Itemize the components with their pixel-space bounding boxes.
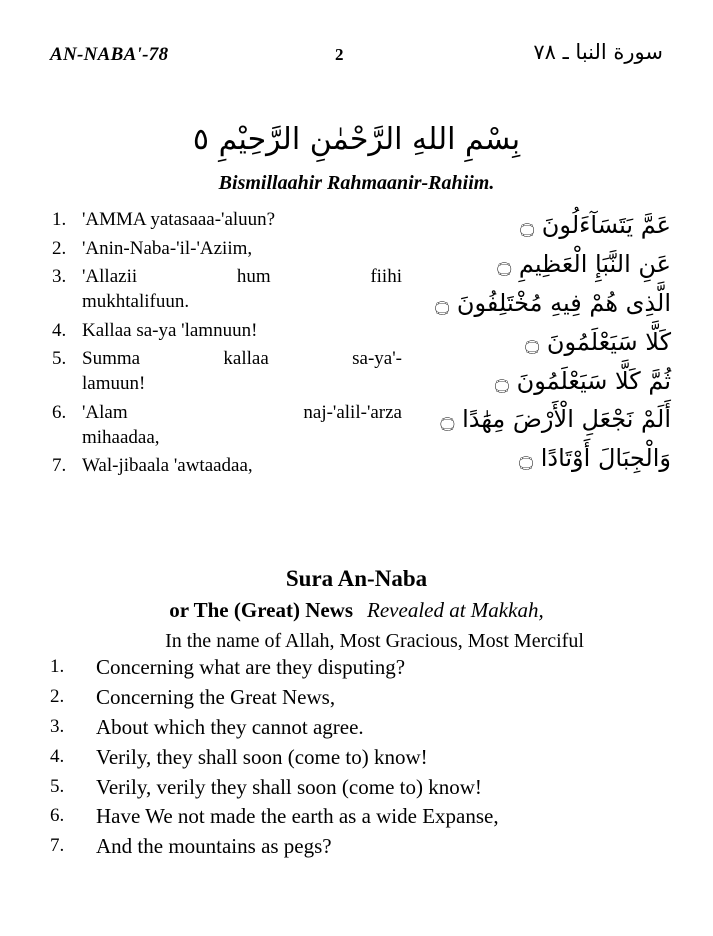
sura-subtitle-name: or The (Great) News [169, 598, 354, 622]
arabic-ayah: أَلَمْ نَجْعَلِ الْأَرْضَ مِهَٰدًا ۝ [440, 405, 671, 434]
transliteration-number: 7. [52, 455, 67, 477]
transliteration-text: Wal-jibaala 'awtaadaa, [82, 455, 253, 477]
translation-text: And the mountains as pegs? [96, 834, 332, 859]
sura-title: Sura An-Naba [285, 566, 428, 591]
translation-item [50, 684, 670, 711]
translation-text: Have We not made the earth as a wide Expanse, [96, 804, 499, 829]
translation-item [50, 744, 670, 771]
arabic-ayah: عَمَّ يَتَسَآءَلُونَ ۝ [520, 211, 671, 239]
transliteration-line: mihaadaa, [82, 426, 160, 448]
sura-subtitle [0, 598, 713, 623]
transliteration-number: 5. [52, 348, 67, 370]
translation-item [50, 803, 670, 830]
transliteration-item [52, 347, 402, 396]
transliteration-line: 'Alam naj-'alil-'arza [82, 401, 402, 423]
transliteration-text: Kallaa sa-ya 'lamnuun! [82, 319, 258, 341]
translation-number: 6. [50, 805, 65, 827]
arabic-ayat-column [421, 206, 671, 478]
arabic-ayah: ثُمَّ كَلَّا سَيَعْلَمُونَ ۝ [494, 366, 671, 395]
arabic-ayah: وَالْجِبَالَ أَوْتَادًا ۝ [519, 444, 671, 473]
translation-list [50, 654, 670, 863]
transliteration-line: 'Allazii hum fiihi [82, 266, 402, 288]
translation-item [50, 774, 670, 801]
transliteration-line: Summa kallaa sa-ya'- [82, 348, 402, 370]
transliteration-item [52, 401, 402, 450]
translation-number: 7. [50, 835, 65, 857]
transliteration-text: 'Anin-Naba-'il-'Aziim, [82, 237, 253, 259]
arabic-ayah: كَلَّا سَيَعْلَمُونَ ۝ [525, 327, 671, 356]
invocation-text: In the name of Allah, Most Gracious, Most Merciful [165, 630, 584, 652]
transliteration-number: 4. [52, 319, 67, 341]
translation-number: 4. [50, 745, 65, 767]
transliteration-text [82, 401, 402, 450]
bismillah-arabic: بِسْمِ اللهِ الرَّحْمٰنِ الرَّحِيْمِ ٥ [192, 122, 521, 157]
transliteration-line: lamuun! [82, 373, 146, 395]
page-header [50, 40, 663, 72]
sura-revelation-place: Revealed at Makkah, [367, 598, 544, 622]
transliteration-item [52, 319, 402, 344]
header-sura-name: AN-NABA'-78 [50, 44, 169, 65]
transliteration-text [82, 265, 402, 314]
transliteration-item [52, 237, 402, 262]
transliteration-item [52, 265, 402, 314]
transliteration-number: 6. [52, 401, 67, 423]
transliteration-item [52, 208, 402, 233]
bismillah-transliteration: Bismillaahir Rahmaanir-Rahiim. [218, 172, 495, 194]
translation-text: Concerning what are they disputing? [96, 655, 406, 679]
arabic-ayah: الَّذِى هُمْ فِيهِ مُخْتَلِفُونَ ۝ [435, 288, 671, 317]
translation-text: Verily, they shall soon (come to) know! [96, 744, 428, 769]
translation-number: 3. [50, 715, 65, 737]
translation-text: About which they cannot agree. [96, 714, 364, 739]
translation-item [50, 833, 670, 860]
transliteration-text [82, 347, 402, 396]
arabic-ayah: عَنِ النَّبَإِ الْعَظِيمِ ۝ [497, 249, 671, 278]
translation-number: 5. [50, 775, 65, 797]
translation-item [50, 654, 670, 681]
page-number: 2 [335, 45, 344, 64]
transliteration-line: mukhtalifuun. [82, 291, 190, 313]
transliteration-number: 1. [52, 209, 67, 230]
transliteration-number: 2. [52, 237, 67, 259]
header-sura-name-arabic: سورة النبا ـ ٧٨ [533, 40, 663, 64]
transliteration-number: 3. [52, 266, 67, 288]
translation-number: 2. [50, 685, 65, 707]
transliteration-item [52, 454, 402, 479]
translation-text: Concerning the Great News, [96, 684, 336, 709]
transliteration-text: 'AMMA yatasaaa-'aluun? [82, 209, 276, 230]
transliteration-list [52, 208, 402, 483]
translation-text: Verily, verily they shall soon (come to) know! [96, 774, 482, 799]
translation-item [50, 714, 670, 741]
translation-number: 1. [50, 656, 65, 677]
